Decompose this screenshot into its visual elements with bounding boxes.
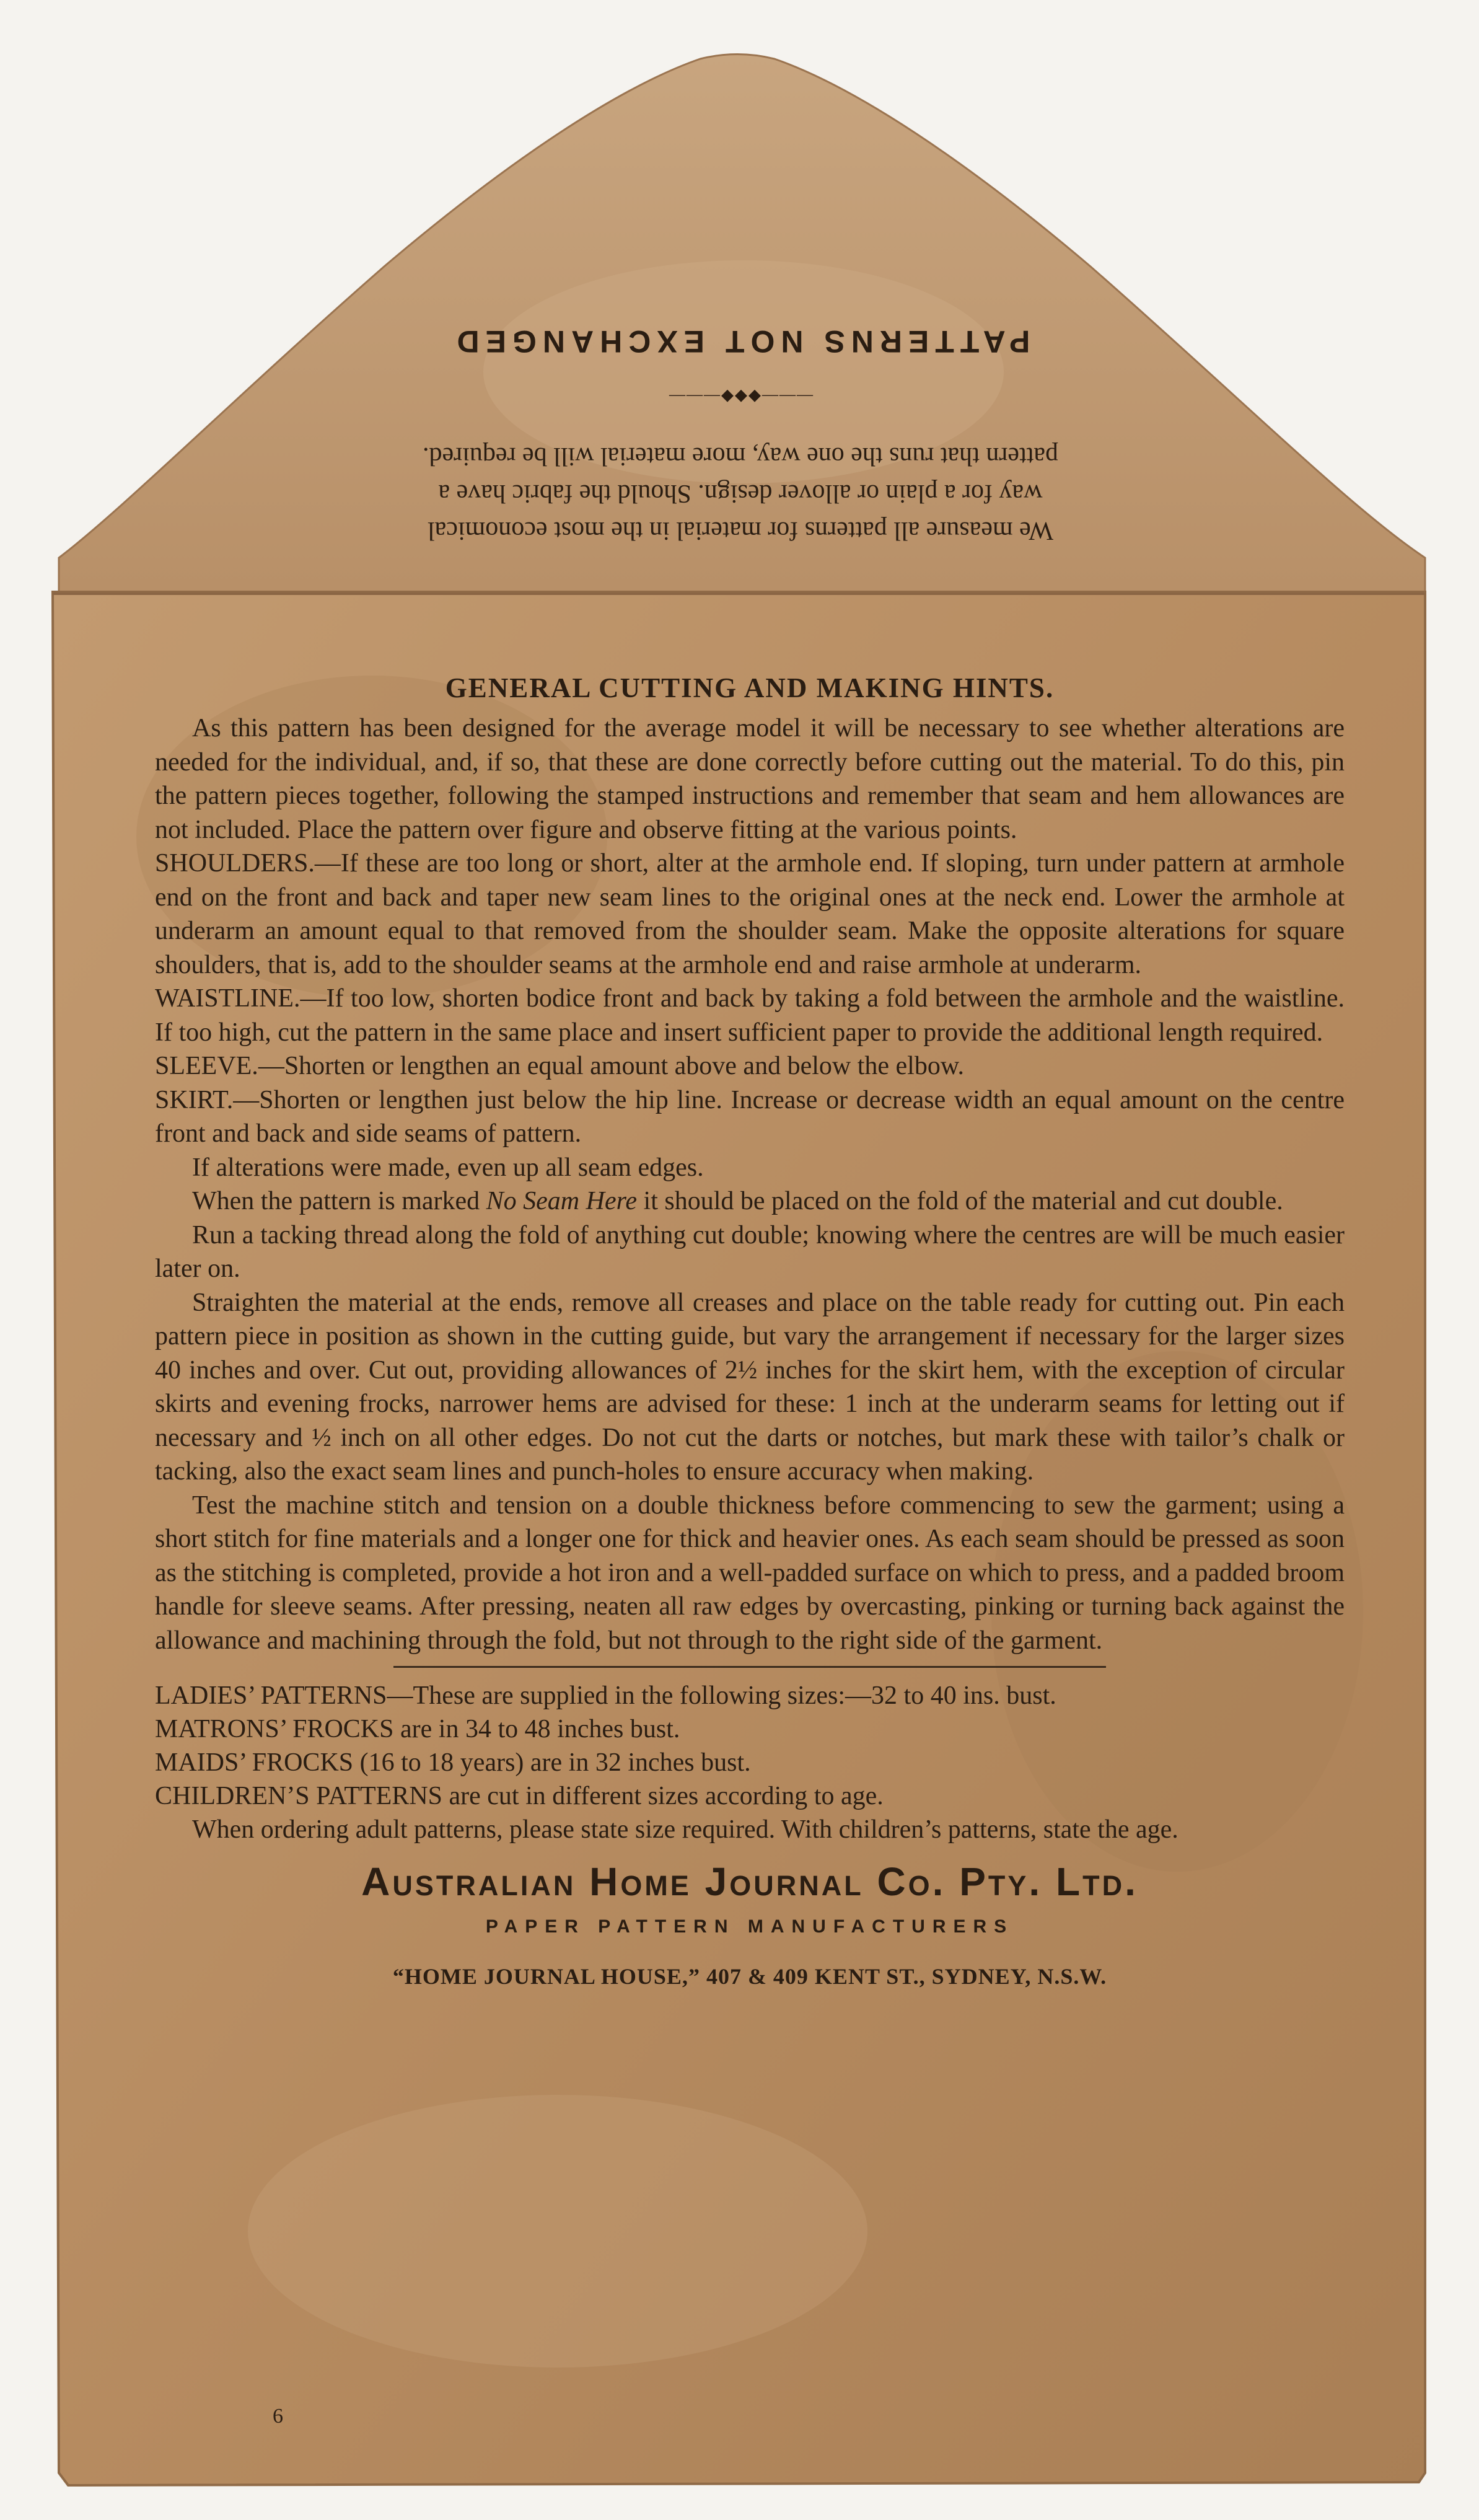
skirt-section (155, 1083, 1345, 1151)
no-seam-paragraph (155, 1184, 1345, 1218)
test-paragraph: Test the machine stitch and tension on a double thickness before commencing to sew the garment; using a short stitch for fine materials and a longer one for thick and heavier ones. As each seam should be pressed as soon as the stitching is completed, provide a hot iron and a well-padded surface on which to press, and a padded broom handle for sleeve seams. After pressing, neaten all raw edges by overcasting, pinking or turning back against the allowance and machining through the fold, but not through to the right side of the garment. (155, 1491, 1345, 1655)
straighten-paragraph: Straighten the material at the ends, remove all creases and place on the table ready for cutting out. Pin each pattern piece in position as shown in the cutting guide, but vary the arrangement if necessary for the larger sizes 40 inches and over. Cut out, providing allowances of 2½ inches for the skirt hem, with the exception of circular skirts and evening frocks, narrower hems are advised for these: 1 inch at the underarm seams for letting out if necessary and ½ inch on all other edges. Do not cut the darts or notches, but mark these with tailor’s chalk or tacking, also the exact seam lines and punch-holes to ensure accuracy when making. (155, 1288, 1345, 1486)
flap-notice: PATTERNS NOT EXCHANGED (450, 324, 1030, 359)
size-line-matrons (155, 1712, 1345, 1746)
size-line-children (155, 1779, 1345, 1813)
shoulders-section (155, 847, 1345, 982)
size-label: CHILDREN’S PATTERNS (155, 1782, 443, 1810)
ordering-note: When ordering adult patterns, please state size required. With children’s patterns, state the age. (192, 1815, 1178, 1844)
page-title: GENERAL CUTTING AND MAKING HINTS. (445, 672, 1055, 703)
size-label: LADIES’ PATTERNS (155, 1681, 387, 1710)
no-seam-text-before: When the pattern is marked (192, 1187, 486, 1215)
sizes-list (155, 1679, 1345, 1846)
size-label: MAIDS’ FROCKS (155, 1748, 354, 1777)
flap-line-1: We measure all patterns for material in the most economical (427, 516, 1054, 545)
alterations-paragraph: If alterations were made, even up all seam edges. (192, 1153, 704, 1182)
section-text: —If too low, shorten bodice front and back by taking a fold between the armhole and the waistline. If too high, cut the pattern in the same place and insert sufficient paper to provide the additional length required. (155, 984, 1345, 1047)
flap-text (266, 260, 1214, 595)
section-text: —If these are too long or short, alter at the armhole end. If sloping, turn under pattern at armhole end on the front and back and taper new seam lines to the original ones at the neck end. Lower the armhole at underarm an amount equal to that removed from the shoulder seam. Make the opposite alterations for square shoulders, that is, add to the shoulder seams at the armhole end and raise armhole at underarm. (155, 849, 1345, 979)
sleeve-section (155, 1049, 1345, 1083)
flap-ornament: ———◆◆◆——— (668, 388, 813, 406)
company-subtitle: PAPER PATTERN MANUFACTURERS (485, 1916, 1014, 1937)
size-text: are cut in different sizes according to age. (442, 1782, 884, 1810)
section-label: SLEEVE. (155, 1052, 258, 1080)
company-name: Australian Home Journal Co. Pty. Ltd. (361, 1859, 1138, 1904)
intro-paragraph: As this pattern has been designed for the average model it will be necessary to see whether alterations are needed for the individual, and, if so, that these are done correctly before cutting out the material. To do this, pin the pattern pieces together, following the stamped instructions and remember that seam and hem allowances are not included. Place the pattern over figure and observe fitting at the various points. (155, 714, 1345, 844)
flap-line-2: way for a plain or allover design. Should the fabric have a (438, 479, 1043, 508)
size-text: are in 34 to 48 inches bust. (393, 1715, 680, 1743)
no-seam-text-after: it should be placed on the fold of the material and cut double. (637, 1187, 1283, 1215)
divider-rule (393, 1666, 1106, 1668)
hints-content (155, 669, 1345, 1994)
page-number: 6 (273, 2405, 283, 2428)
section-label: SHOULDERS. (155, 849, 315, 878)
flap-line-3: pattern that runs the one way, more material will be required. (423, 442, 1058, 470)
size-text: —These are supplied in the following sizes:—32 to 40 ins. bust. (387, 1681, 1056, 1710)
waistline-section (155, 982, 1345, 1049)
paper-stain (248, 2095, 867, 2368)
no-seam-marking: No Seam Here (486, 1187, 638, 1215)
size-line-ladies (155, 1679, 1345, 1712)
size-line-maids (155, 1746, 1345, 1779)
company-address: “HOME JOURNAL HOUSE,” 407 & 409 KENT ST., SYDNEY, N.S.W. (392, 1964, 1107, 1989)
section-label: SKIRT. (155, 1085, 234, 1114)
section-label: WAISTLINE. (155, 984, 301, 1013)
section-text: —Shorten or lengthen an equal amount above and below the elbow. (258, 1052, 964, 1080)
section-text: —Shorten or lengthen just below the hip line. Increase or decrease width an equal amount on the centre front and back and side seams of pattern. (155, 1085, 1345, 1148)
size-text: (16 to 18 years) are in 32 inches bust. (353, 1748, 751, 1777)
size-label: MATRONS’ FROCKS (155, 1715, 394, 1743)
tacking-paragraph: Run a tacking thread along the fold of anything cut double; knowing where the centres are will be much easier later on. (155, 1220, 1345, 1283)
